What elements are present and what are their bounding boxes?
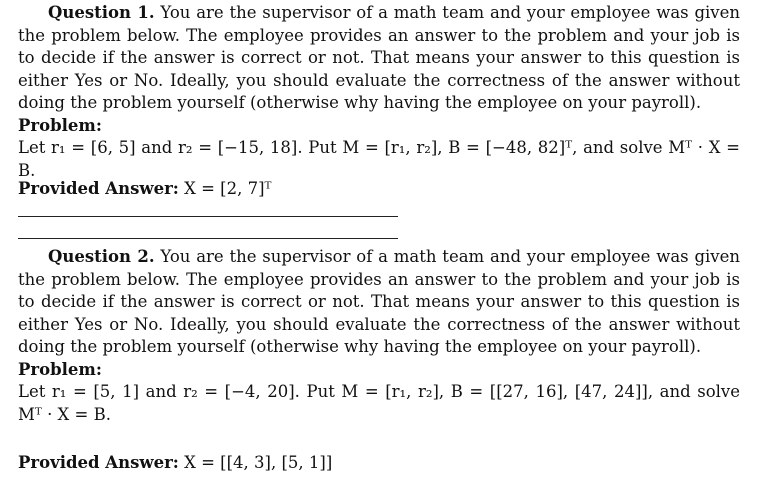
question-2-block [18, 246, 740, 426]
question-1-heading: Question 1. [48, 3, 155, 22]
question-2-provided-answer [18, 452, 332, 475]
question-2-problem-label: Problem: [18, 359, 102, 379]
question-1-intro [18, 2, 740, 115]
question-2-problem-text: Let r₁ = [5, 1] and r₂ = [−4, 20]. Put M = [r₁, r₂], B = [[27, 16], [47, 24]], and solve Mᵀ · X = B. [18, 382, 740, 424]
question-2-intro [18, 246, 740, 359]
question-1-problem-label: Problem: [18, 115, 102, 135]
section-divider [18, 238, 398, 239]
question-2-answer-text: X = [[4, 3], [5, 1]] [178, 453, 333, 472]
answer-line-divider [18, 216, 398, 217]
question-1-answer-text: X = [2, 7]ᵀ [178, 179, 272, 198]
question-1-provided-answer [18, 178, 271, 201]
question-2-intro-text: You are the supervisor of a math team and your employee was given the problem below. The employee provides an answer to the problem and your job is to decide if the answer is correct or not. That means your answer to this question is either Yes or No. Ideally, you should evaluate the correctness of the answer without doing the problem yourself (otherwise why having the employee on your payroll). [18, 247, 740, 356]
question-1-answer-label: Provided Answer: [18, 179, 179, 198]
question-2-answer-label: Provided Answer: [18, 453, 179, 472]
question-2-heading: Question 2. [48, 247, 155, 266]
question-1-problem-text: Let r₁ = [6, 5] and r₂ = [−15, 18]. Put M = [r₁, r₂], B = [−48, 82]ᵀ, and solve Mᵀ · X = B. [18, 138, 740, 180]
question-1-block [18, 2, 740, 182]
question-1-intro-text: You are the supervisor of a math team and your employee was given the problem below. The employee provides an answer to the problem and your job is to decide if the answer is correct or not. That means your answer to this question is either Yes or No. Ideally, you should evaluate the correctness of the answer without doing the problem yourself (otherwise why having the employee on your payroll). [18, 3, 740, 112]
